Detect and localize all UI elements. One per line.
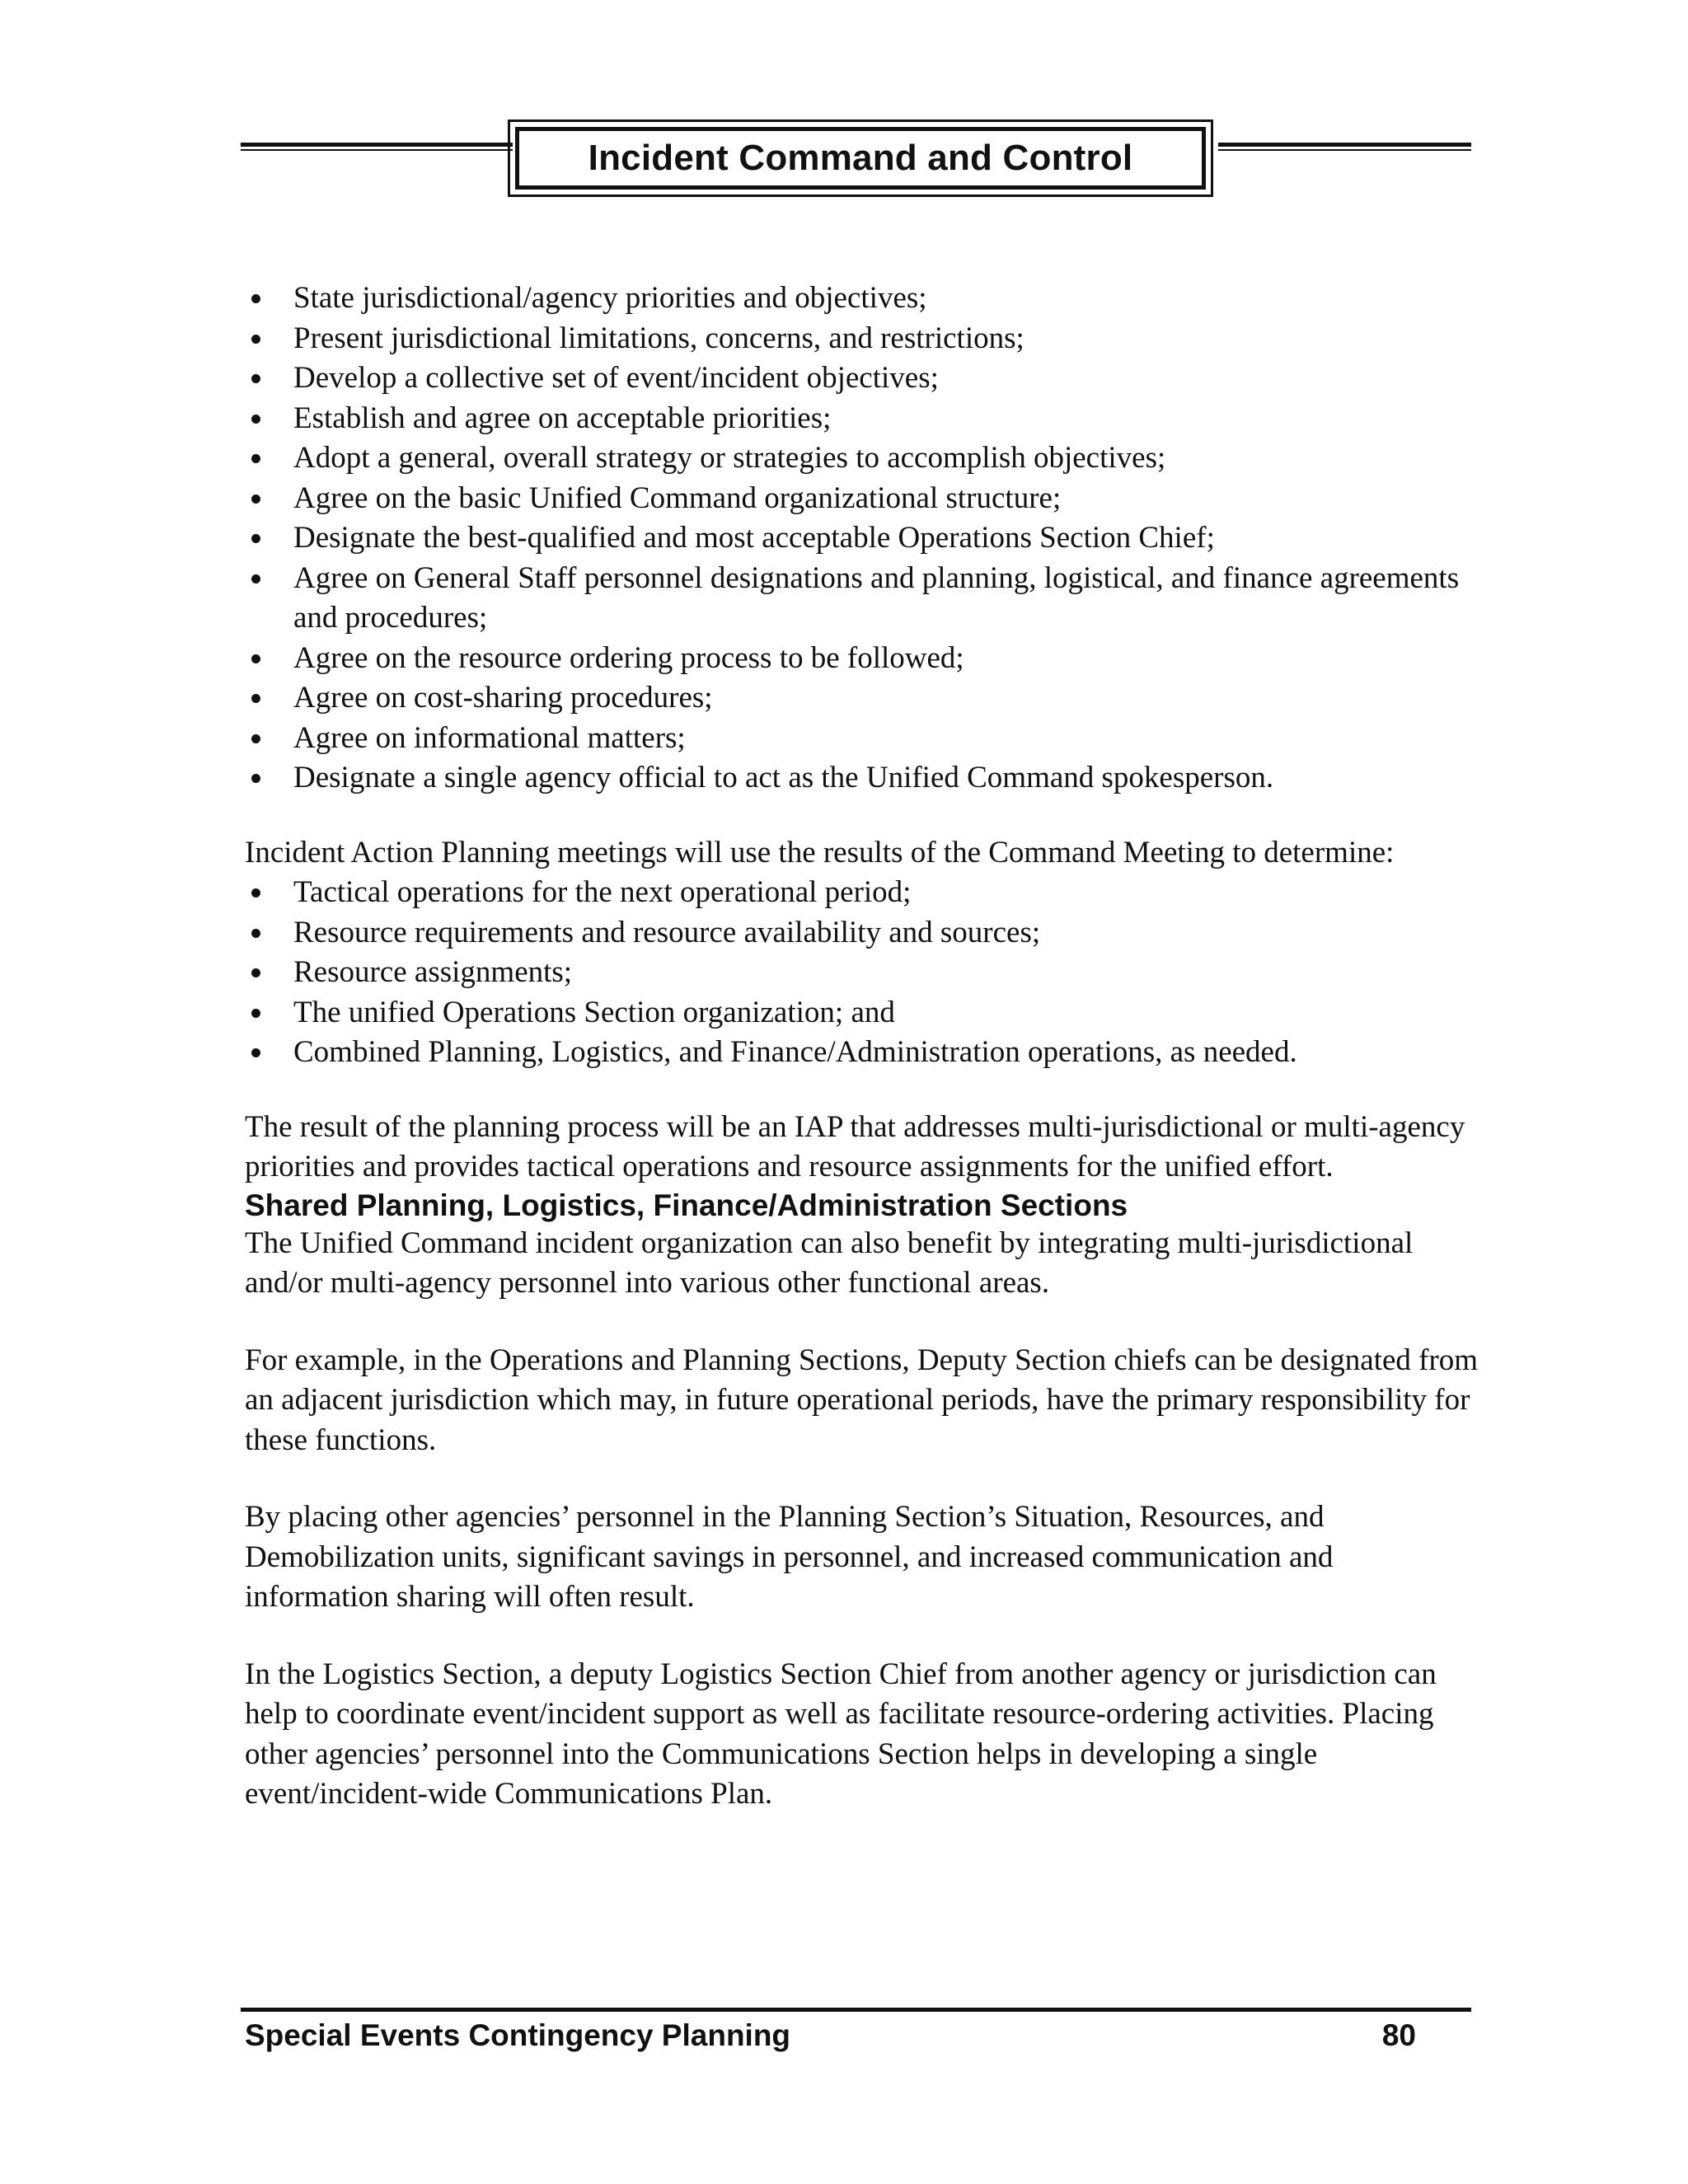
iap-result-paragraph: The result of the planning process will be an IAP that addresses multi-jurisdictional or multi-agency priorities and provides tactical operations and resource assignments for the unified effort. — [245, 1109, 1465, 1183]
list-item: The unified Operations Section organization; and — [245, 993, 1481, 1033]
iap-intro-paragraph: Incident Action Planning meetings will use the results of the Command Meeting to determine: — [245, 835, 1395, 869]
header-rule-right — [1218, 143, 1471, 151]
list-item: Agree on the basic Unified Command organizational structure; — [245, 479, 1481, 519]
list-item: Agree on General Staff personnel designations and planning, logistical, and finance agreements and procedures; — [245, 559, 1481, 639]
document-body — [245, 279, 1481, 1815]
body-paragraph: In the Logistics Section, a deputy Logistics Section Chief from another agency or jurisdiction can help to coordinate event/incident support as well as facilitate resource-ordering activities. Placing other agencies’ personnel into the Communications Section helps in developing a single event/incident-wide Communications Plan. — [245, 1657, 1437, 1811]
command-meeting-list — [245, 279, 1481, 799]
list-item: State jurisdictional/agency priorities and objectives; — [245, 279, 1481, 319]
section-intro-paragraph: The Unified Command incident organization can also benefit by integrating multi-jurisdictional and/or multi-agency personnel into various other functional areas. — [245, 1226, 1414, 1300]
list-item: Resource requirements and resource availability and sources; — [245, 913, 1481, 954]
list-item: Establish and agree on acceptable priorities; — [245, 399, 1481, 439]
body-paragraph: By placing other agencies’ personnel in the Planning Section’s Situation, Resources, and Demobilization units, significant savings in personnel, and increased communication and information sharing will often result. — [245, 1500, 1334, 1614]
footer-rule — [241, 2008, 1471, 2012]
list-item: Adopt a general, overall strategy or strategies to accomplish objectives; — [245, 438, 1481, 479]
list-item: Combined Planning, Logistics, and Finance/Administration operations, as needed. — [245, 1033, 1481, 1073]
list-item: Develop a collective set of event/incident objectives; — [245, 359, 1481, 399]
header-rule-left — [241, 143, 513, 151]
body-paragraph: For example, in the Operations and Planning Sections, Deputy Section chiefs can be designated from an adjacent jurisdiction which may, in future operational periods, have the primary responsibility for these functions. — [245, 1343, 1479, 1457]
list-item: Resource assignments; — [245, 953, 1481, 993]
list-item: Tactical operations for the next operational period; — [245, 873, 1481, 913]
list-item: Agree on cost-sharing procedures; — [245, 678, 1481, 719]
page-number: 80 — [1381, 2018, 1416, 2052]
page-title: Incident Command and Control — [588, 138, 1133, 178]
footer-title: Special Events Contingency Planning — [245, 2018, 791, 2052]
section-heading: Shared Planning, Logistics, Finance/Administration Sections — [245, 1188, 1128, 1222]
list-item: Agree on informational matters; — [245, 719, 1481, 759]
iap-determination-list — [245, 873, 1481, 1073]
list-item: Designate the best-qualified and most acceptable Operations Section Chief; — [245, 518, 1481, 559]
list-item: Present jurisdictional limitations, concerns, and restrictions; — [245, 319, 1481, 359]
list-item: Designate a single agency official to act as the Unified Command spokesperson. — [245, 758, 1481, 799]
header-title-box — [508, 120, 1213, 197]
list-item: Agree on the resource ordering process to be followed; — [245, 639, 1481, 679]
